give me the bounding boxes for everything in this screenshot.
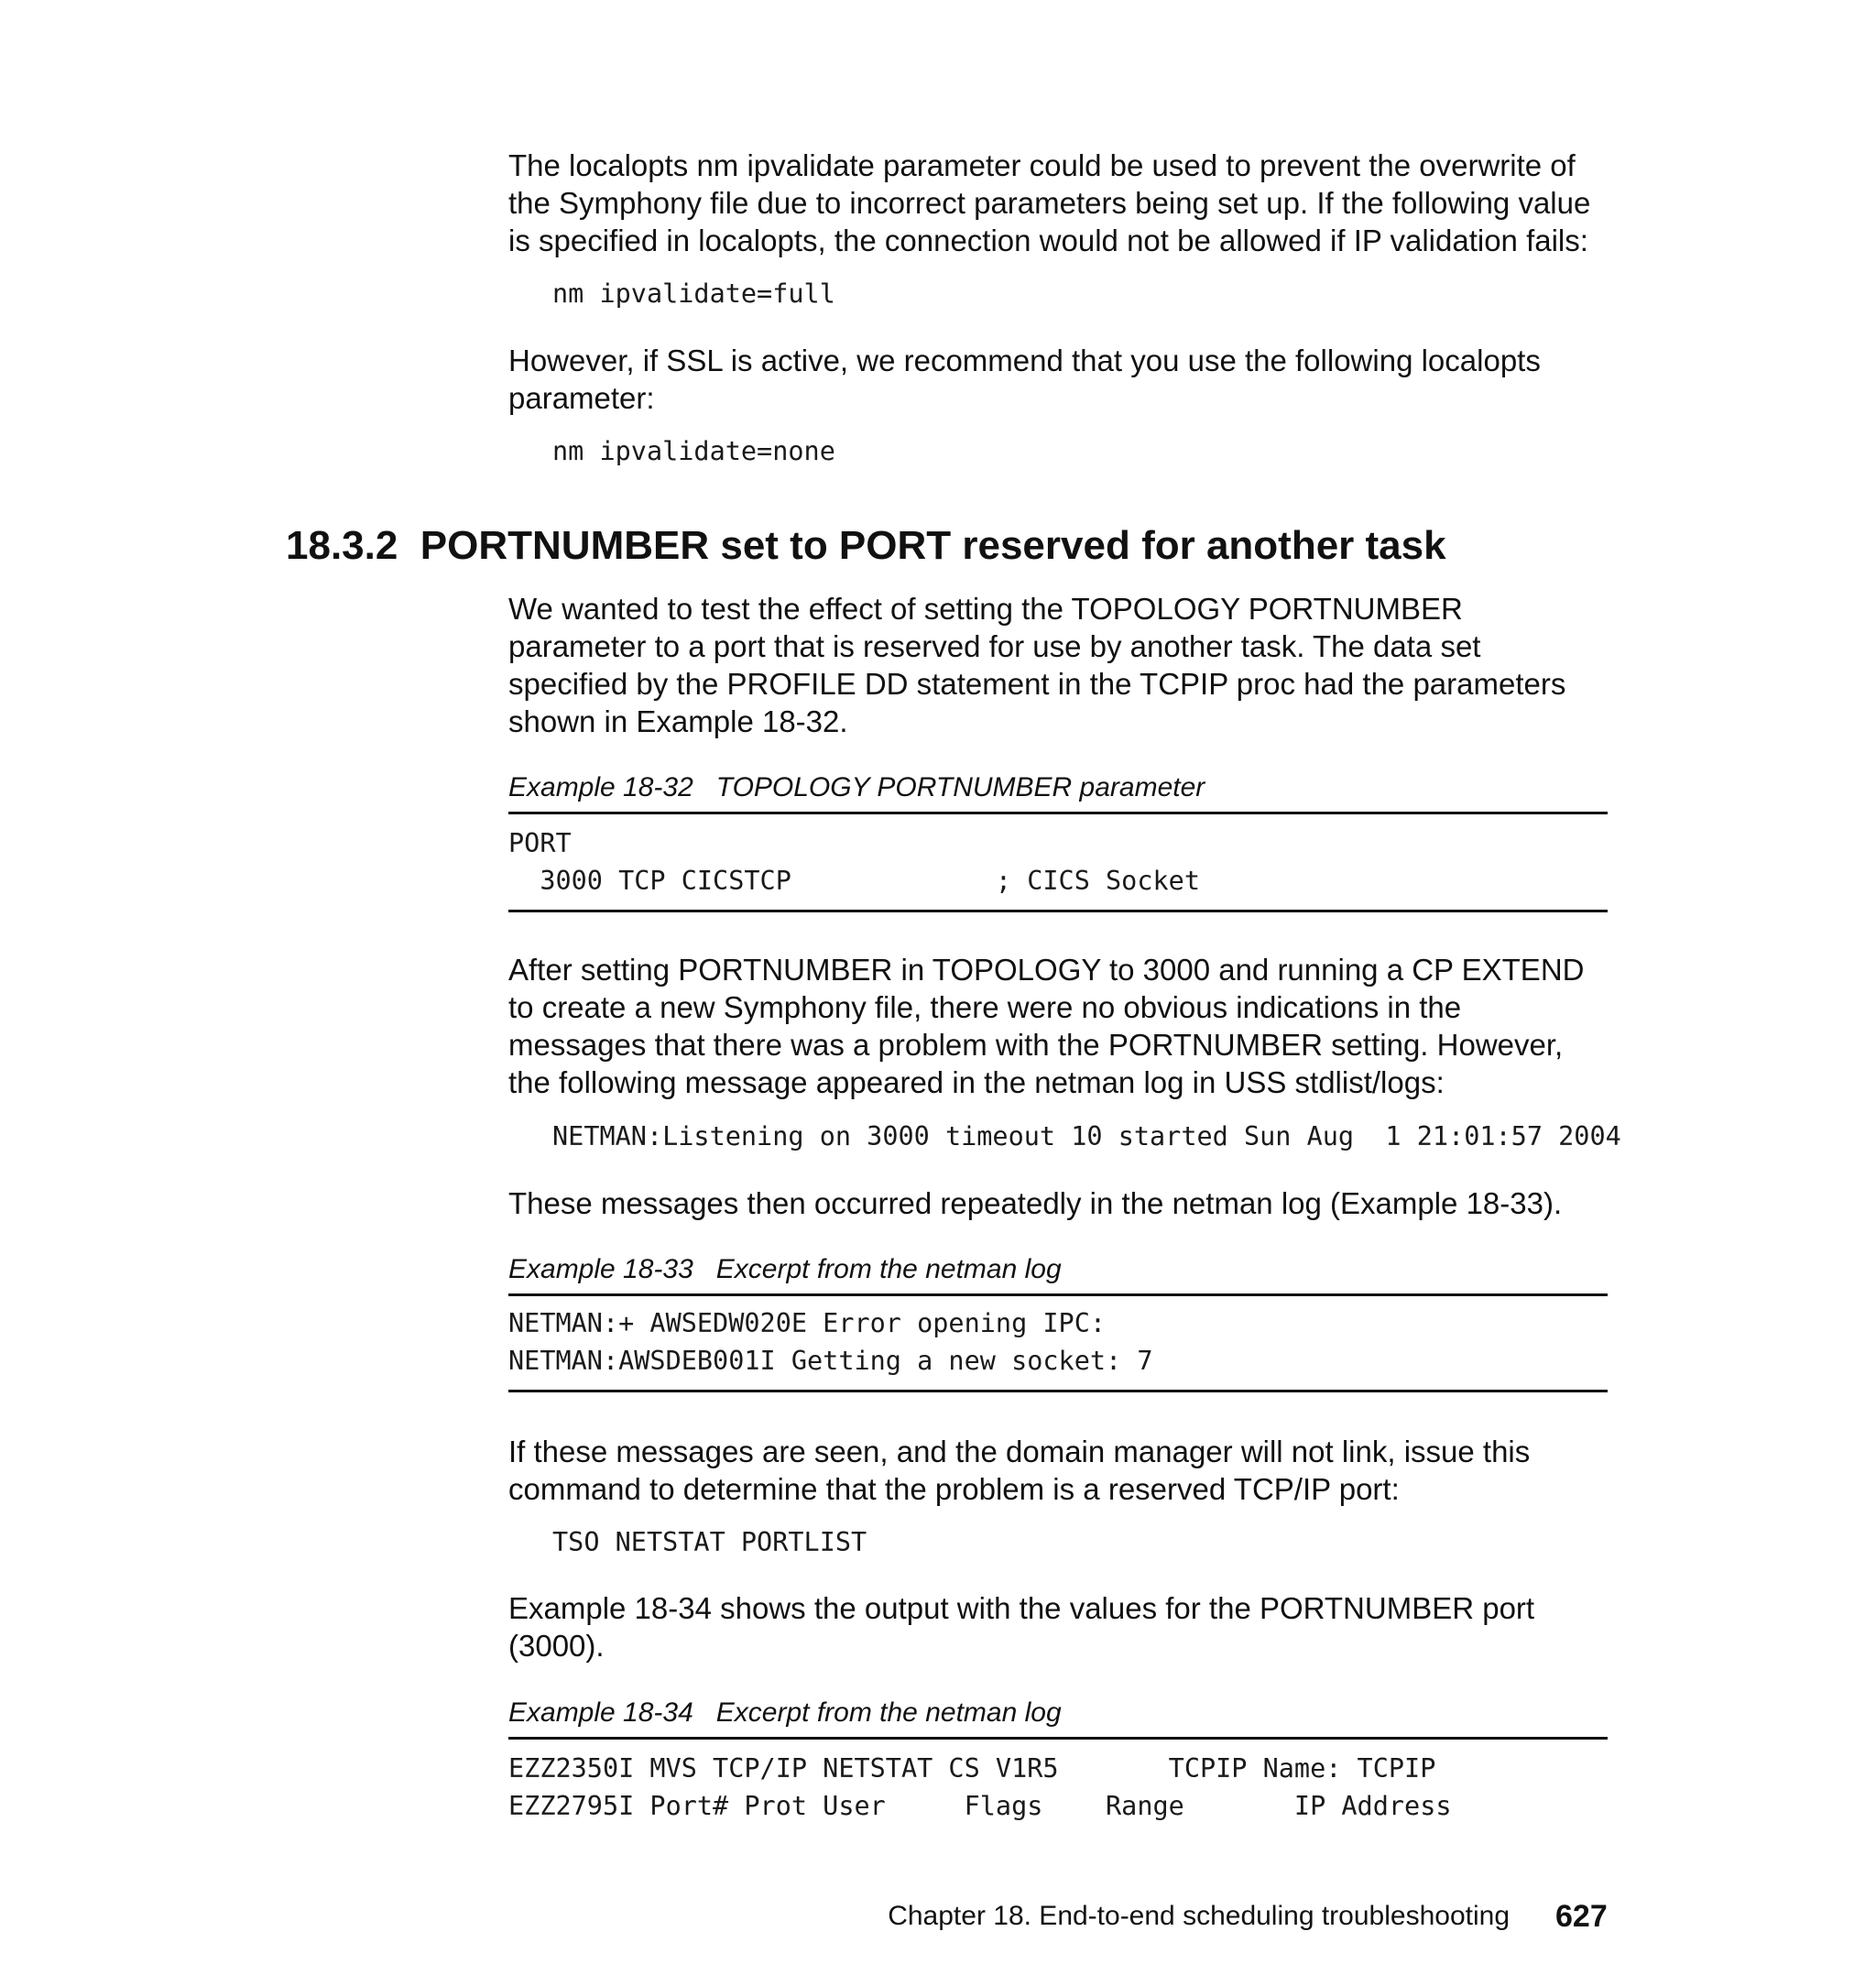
example-18-34-caption: Example 18-34 Excerpt from the netman log bbox=[508, 1697, 1062, 1728]
example-18-33-line-2: NETMAN:AWSDEB001I Getting a new socket: 7 bbox=[508, 1346, 1153, 1376]
example-18-32-line-2: 3000 TCP CICSTCP ; CICS Socket bbox=[508, 866, 1200, 896]
example-18-32-line-1: PORT bbox=[508, 828, 572, 858]
example-18-32-caption: Example 18-32 TOPOLOGY PORTNUMBER parameter bbox=[508, 772, 1205, 802]
section-heading bbox=[286, 522, 1446, 570]
code-ipvalidate-full: nm ipvalidate=full bbox=[552, 278, 835, 309]
page-number: 627 bbox=[1555, 1899, 1608, 1934]
example-18-32-top-rule bbox=[508, 812, 1608, 814]
example-18-33-top-rule bbox=[508, 1293, 1608, 1296]
after-setting-paragraph: After setting PORTNUMBER in TOPOLOGY to 3000 and running a CP EXTEND to create a new Symphony file, there were no obvious indications in the messages that there was a problem with the PORTNUMBER setting. However, the following message appeared in the netman log in USS stdlist/logs: bbox=[508, 953, 1585, 1099]
ssl-paragraph: However, if SSL is active, we recommend that you use the following localopts parameter: bbox=[508, 344, 1541, 415]
if-seen-paragraph: If these messages are seen, and the domain manager will not link, issue this command to determine that the problem is a reserved TCP/IP port: bbox=[508, 1435, 1531, 1506]
example-18-33-bottom-rule bbox=[508, 1390, 1608, 1392]
example-18-34-line-2: EZZ2795I Port# Prot User Flags Range IP Address bbox=[508, 1791, 1452, 1821]
example-18-33-caption: Example 18-33 Excerpt from the netman log bbox=[508, 1254, 1062, 1284]
section-intro-paragraph: We wanted to test the effect of setting the TOPOLOGY PORTNUMBER parameter to a port that is reserved for use by another task. The data set specified by the PROFILE DD statement in the TCPIP proc had the parameters shown in Example 18-32. bbox=[508, 592, 1566, 738]
repeated-messages-paragraph: These messages then occurred repeatedly in the netman log (Example 18-33). bbox=[508, 1186, 1563, 1220]
example-18-32-bottom-rule bbox=[508, 910, 1608, 912]
example-18-33-line-1: NETMAN:+ AWSEDW020E Error opening IPC: bbox=[508, 1308, 1107, 1338]
example-18-34-intro-paragraph: Example 18-34 shows the output with the values for the PORTNUMBER port (3000). bbox=[508, 1591, 1535, 1663]
section-number: 18.3.2 bbox=[286, 523, 398, 568]
footer-chapter-title: Chapter 18. End-to-end scheduling troubleshooting bbox=[888, 1901, 1510, 1931]
code-netman-listening: NETMAN:Listening on 3000 timeout 10 started Sun Aug 1 21:01:57 2004 bbox=[552, 1121, 1621, 1151]
example-18-34-line-1: EZZ2350I MVS TCP/IP NETSTAT CS V1R5 TCPIP Name: TCPIP bbox=[508, 1753, 1436, 1784]
section-title: PORTNUMBER set to PORT reserved for another task bbox=[420, 523, 1446, 568]
intro-paragraph: The localopts nm ipvalidate parameter could be used to prevent the overwrite of the Symphony file due to incorrect parameters being set up. If the following value is specified in localopts, the connection would not be allowed if IP validation fails: bbox=[508, 148, 1591, 257]
code-ipvalidate-none: nm ipvalidate=none bbox=[552, 436, 835, 466]
example-18-34-top-rule bbox=[508, 1737, 1608, 1740]
code-netstat-portlist: TSO NETSTAT PORTLIST bbox=[552, 1527, 867, 1557]
